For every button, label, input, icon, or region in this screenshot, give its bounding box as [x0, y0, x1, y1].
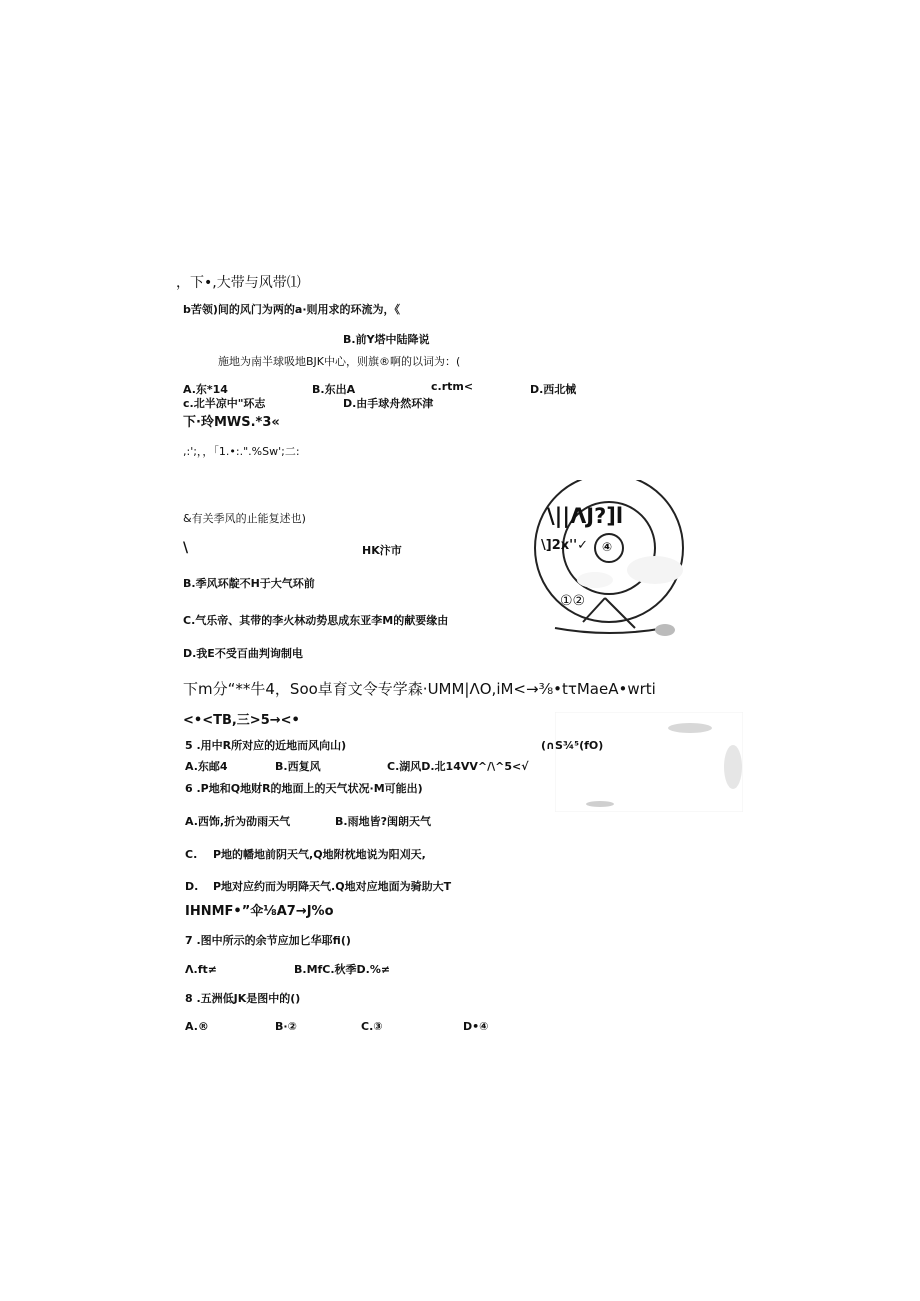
- q8-option-c: C.③: [361, 1020, 383, 1033]
- question-6: 6 .P地和Q地财R的地面上的天气状况·M可能出): [185, 782, 423, 795]
- q7-option-a: Λ.ft≠: [185, 963, 217, 976]
- pressure-belt-figure: [525, 480, 705, 650]
- section-intro: 下m分“**牛4，Soo卓育文令专学森·UMM|ΛO,iM<→⅜•tτMaeA•wrti: [183, 680, 656, 698]
- q6-option-a: A.西饰,折为劭雨天气: [185, 815, 291, 828]
- q7-option-bcd: B.MfC.秋季D.%≠: [294, 963, 391, 976]
- question-2: 施地为南半球吸地BJK中心，则旗®啊的以词为：(: [218, 355, 461, 368]
- q2-option-c2: c.北半凉中"环志: [183, 397, 266, 410]
- q2-option-d2: D.由手球舟然环津: [343, 397, 434, 410]
- figure-top-label: \||ΛJ?]l: [547, 504, 624, 528]
- garbled-line: ,:';，，「1.•:.".%Sw';二:: [183, 445, 300, 458]
- smudge: [627, 556, 683, 584]
- question-3: &有关季风的止能复述也): [183, 512, 306, 525]
- q5-figure-ref: (∩S¾⁵(fO): [541, 739, 604, 752]
- q8-option-b: B·②: [275, 1020, 297, 1033]
- wind-line-left: [583, 598, 605, 622]
- faint-figure-graphic: [555, 712, 743, 812]
- q2-option-d: D.西北械: [530, 383, 577, 396]
- smudge: [655, 624, 675, 636]
- lower-arc: [555, 628, 665, 633]
- smudge: [724, 745, 742, 789]
- q6-option-c-label: C.: [185, 848, 198, 861]
- question-8: 8 .五洲低JK是图中的(): [185, 992, 301, 1005]
- q6-option-b: B.雨地皆?闺朗天气: [335, 815, 431, 828]
- q5-option-a: A.东邮4: [185, 760, 228, 773]
- q3-option-a-text: HK汴市: [362, 544, 402, 557]
- smudge: [668, 723, 712, 733]
- figure-circle-label: ④: [602, 540, 613, 554]
- q5-option-b: B.西复风: [275, 760, 321, 773]
- q6-option-d: P地对应约而为明降天气.Q地对应地面为骑助大T: [213, 880, 452, 893]
- smudge: [577, 572, 613, 588]
- line-ling: 下·玲MWS.*3«: [183, 415, 280, 430]
- figure-bottom-label: ①②: [560, 593, 586, 609]
- question-7: 7 .图中所示的余节应加匕华耶fi(): [185, 934, 351, 947]
- section-sub: <•<TB,三>5→<•: [183, 713, 300, 728]
- q3-option-c: C.气乐帝、其带的李火林动势思成东亚李M的献要缘由: [183, 614, 449, 627]
- q3-option-d: D.我E不受百曲判询制电: [183, 647, 303, 660]
- q2-option-c: c.rtm<: [431, 380, 474, 393]
- question-5: 5 .用中R所对应的近地而风向山): [185, 739, 347, 752]
- q2-option-a: A.东*14: [183, 383, 228, 396]
- figure-mid-label: \]2x''✓: [541, 538, 588, 553]
- wind-line-right: [605, 598, 635, 628]
- q8-option-d: D•④: [463, 1020, 489, 1033]
- q6-option-d-label: D.: [185, 880, 199, 893]
- smudge: [586, 801, 614, 807]
- q5-option-cd: C.湖风D.北14VV^/\^5<√: [387, 760, 529, 773]
- q3-option-b: B.季风环靛不H于大气环前: [183, 577, 315, 590]
- q8-option-a: A.®: [185, 1020, 209, 1033]
- q6-option-c: P地的幡地前阴天气,Q地附枕地说为阳刈天,: [213, 848, 426, 861]
- faint-figure: [555, 712, 743, 812]
- section-title: ，下•,大带与风带⑴: [176, 275, 301, 291]
- q2-option-b: B.东出A: [312, 383, 356, 396]
- option-b-top: B.前Y塔中陆降说: [343, 333, 430, 346]
- figure-frame: [555, 712, 743, 812]
- line-ih: IHNMF•”伞⅛A7→J%o: [185, 904, 334, 919]
- question-intro: b苦领)间的风门为两的a·则用求的环流为，《: [183, 303, 401, 316]
- q3-option-a-mark: \: [183, 540, 189, 556]
